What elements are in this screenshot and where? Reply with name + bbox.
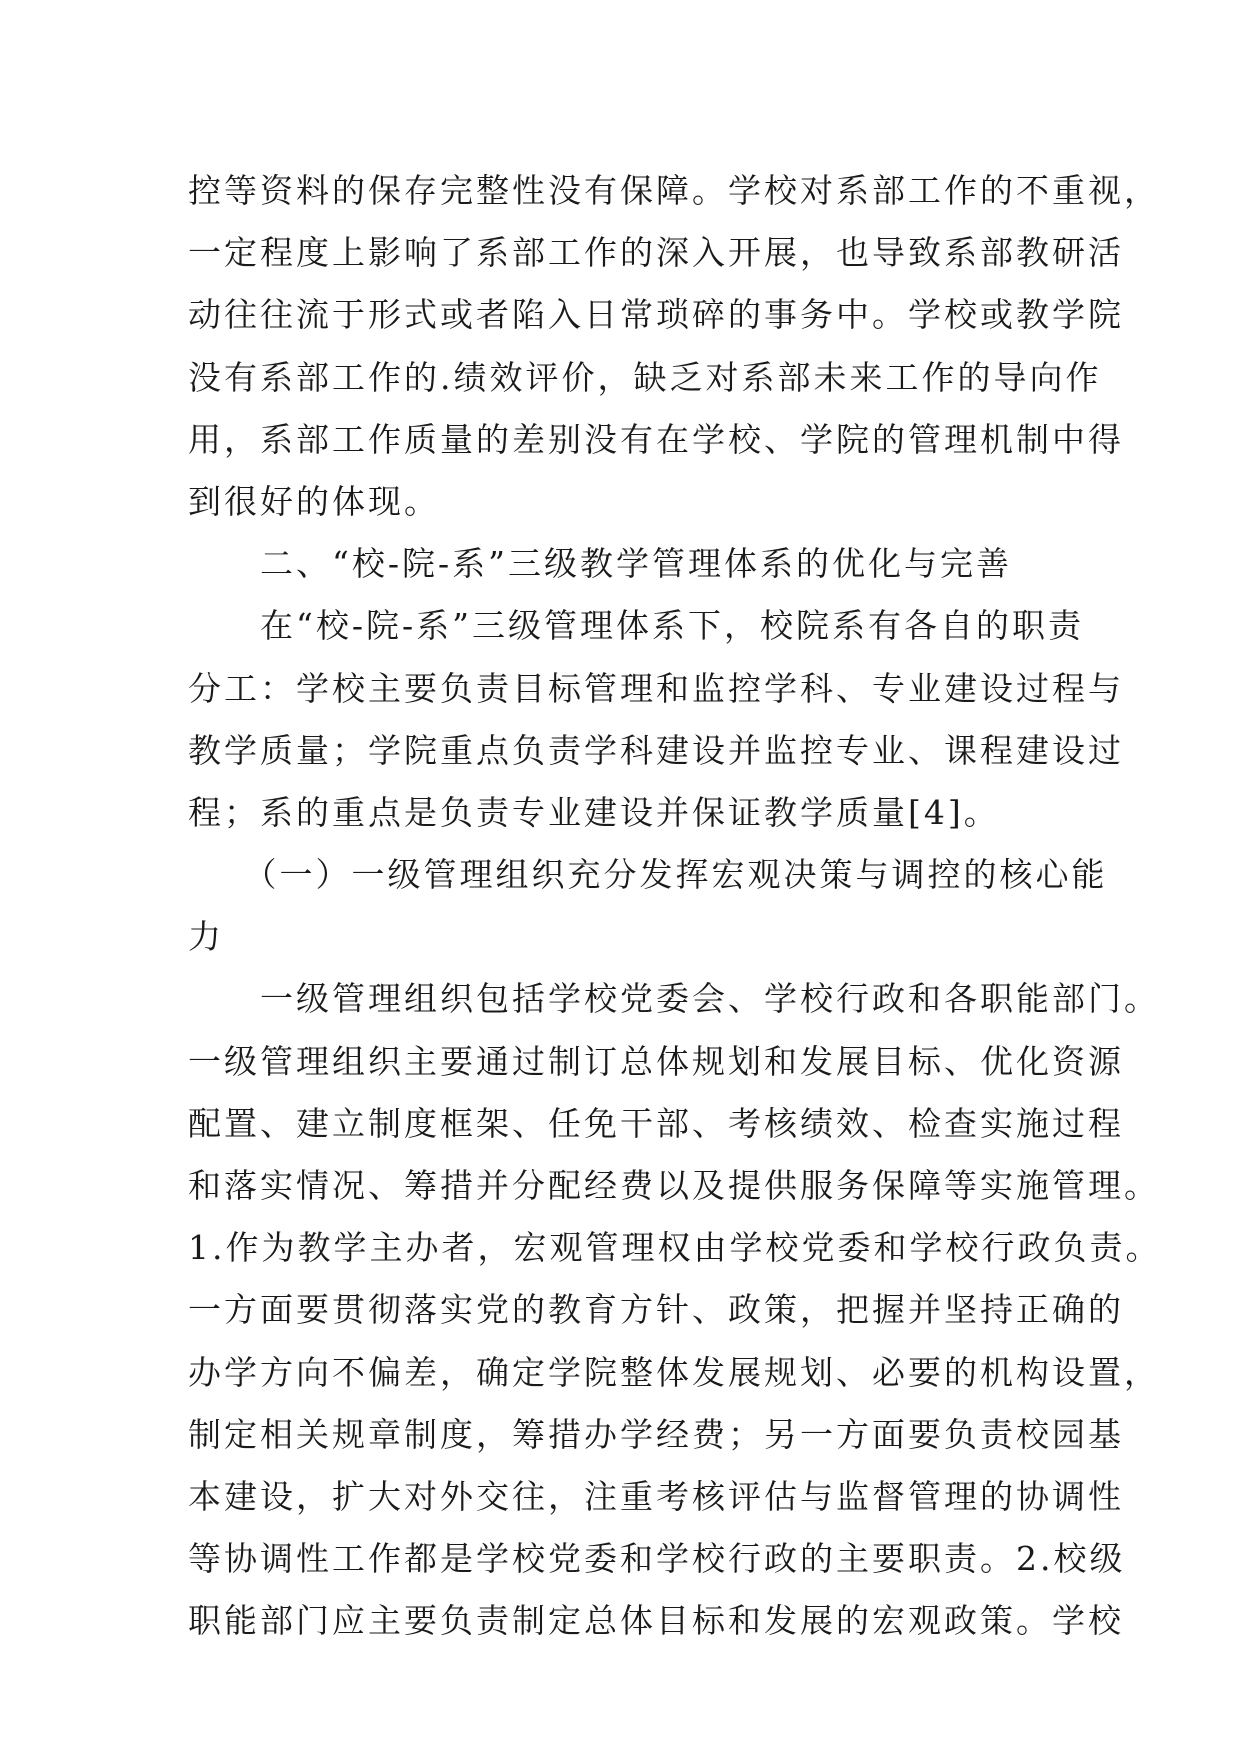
text-line: 等协调性工作都是学校党委和学校行政的主要职责。2.校级: [188, 1539, 1126, 1579]
text-line: 一方面要贯彻落实党的教育方针、政策，把握并坚持正确的: [188, 1290, 1124, 1330]
text-line: 教学质量；学院重点负责学科建设并监控专业、课程建设过: [188, 730, 1124, 770]
text-line: 1.作为教学主办者，宏观管理权由学校党委和学校行政负责。: [188, 1228, 1162, 1268]
text-line: 和落实情况、筹措并分配经费以及提供服务保障等实施管理。: [188, 1166, 1160, 1205]
text-line: 用，系部工作质量的差别没有在学校、学院的管理机制中得: [188, 419, 1124, 459]
text-line: 一级管理组织主要通过制订总体规划和发展目标、优化资源: [188, 1041, 1124, 1081]
text-line: 一级管理组织包括学校党委会、学校行政和各职能部门。: [188, 979, 1160, 1019]
text-line: 办学方向不偏差，确定学院整体发展规划、必要的机构设置，: [188, 1352, 1160, 1392]
body-text: [188, 160, 1162, 1653]
text-line: 在“校-院-系”三级管理体系下，校院系有各自的职责: [188, 606, 1085, 646]
text-line: 一定程度上影响了系部工作的深入开展，也导致系部教研活: [188, 233, 1124, 273]
text-line: 分工：学校主要负责目标管理和监控学科、专业建设过程与: [188, 668, 1124, 708]
text-line: 动往往流于形式或者陷入日常琐碎的事务中。学校或教学院: [188, 295, 1124, 335]
text-line: 职能部门应主要负责制定总体目标和发展的宏观政策。学校: [188, 1601, 1124, 1641]
subsection-heading: （一）一级管理组织充分发挥宏观决策与调控的核心能: [188, 855, 1108, 895]
section-heading: 二、“校-院-系”三级教学管理体系的优化与完善: [188, 544, 1013, 584]
text-line: 制定相关规章制度，筹措办学经费；另一方面要负责校园基: [188, 1414, 1124, 1454]
text-line: 没有系部工作的.绩效评价，缺乏对系部未来工作的导向作: [188, 357, 1102, 397]
text-line: 配置、建立制度框架、任免干部、考核绩效、检查实施过程: [188, 1103, 1124, 1143]
text-line: 本建设，扩大对外交往，注重考核评估与监督管理的协调性: [188, 1476, 1124, 1516]
subsection-heading: 力: [188, 917, 224, 957]
text-line: 控等资料的保存完整性没有保障。学校对系部工作的不重视，: [188, 171, 1160, 210]
text-line: 程；系的重点是负责专业建设并保证教学质量[4]。: [188, 792, 1000, 832]
text-line: 到很好的体现。: [188, 481, 440, 521]
